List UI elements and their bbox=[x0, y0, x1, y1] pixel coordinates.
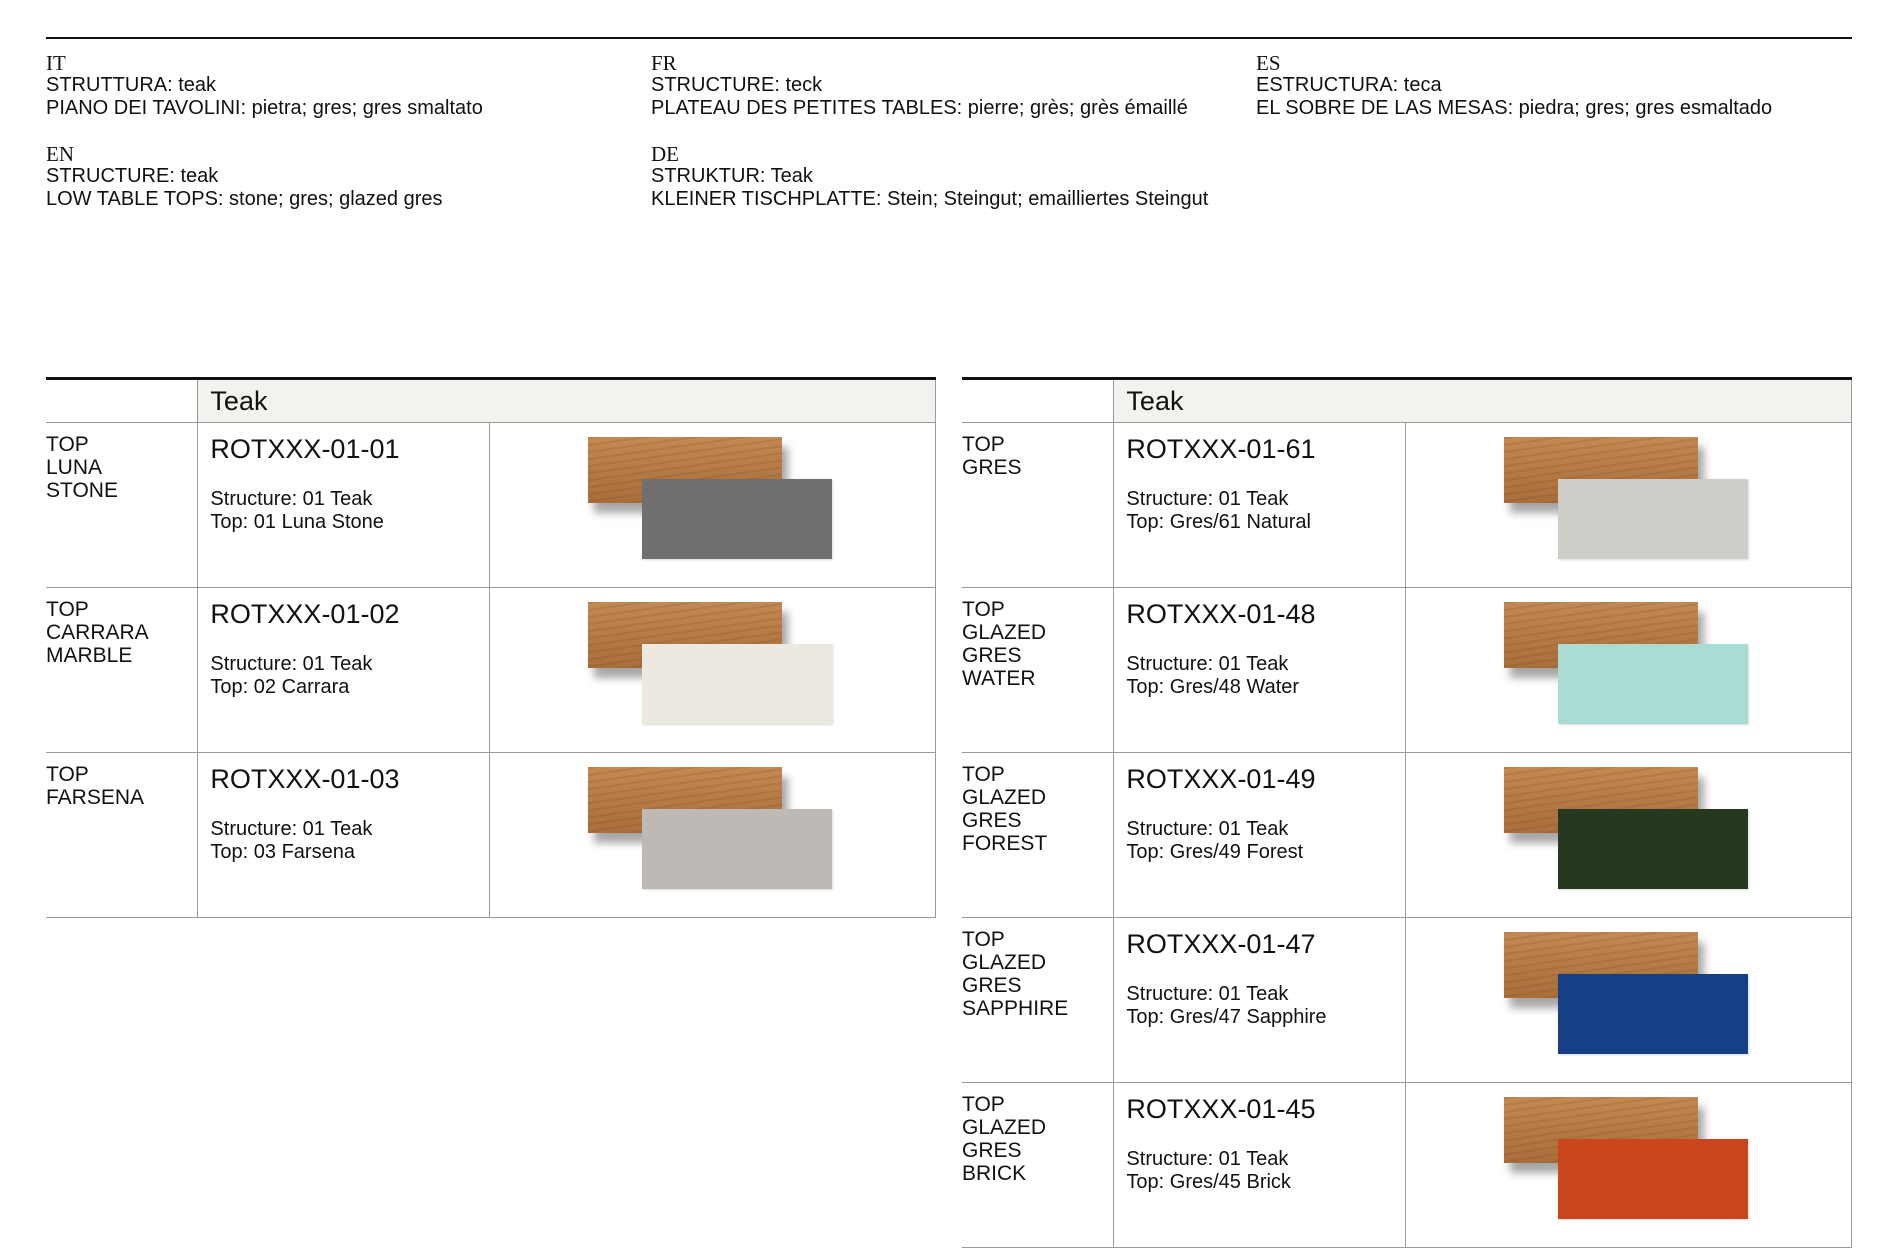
finish-label-line: GRES bbox=[962, 974, 1022, 997]
swatch-cell bbox=[1406, 753, 1852, 918]
top-material-swatch bbox=[1558, 974, 1748, 1054]
product-code-cell bbox=[1114, 588, 1406, 753]
product-spec bbox=[1126, 818, 1405, 864]
product-code: ROTXXX-01-47 bbox=[1126, 929, 1316, 959]
table-row bbox=[46, 423, 936, 588]
table-header-row bbox=[962, 379, 1852, 423]
top-spec: Top: 01 Luna Stone bbox=[210, 511, 384, 533]
top-spec: Top: Gres/45 Brick bbox=[1126, 1171, 1291, 1193]
product-code-cell bbox=[1114, 753, 1406, 918]
structure-spec: Structure: 01 Teak bbox=[1126, 1148, 1289, 1170]
finish-swatch bbox=[1504, 602, 1754, 732]
finish-label-line: SAPPHIRE bbox=[962, 997, 1069, 1020]
table-row bbox=[962, 1083, 1852, 1248]
product-code-cell bbox=[198, 753, 490, 918]
structure-spec: Structure: 01 Teak bbox=[1126, 653, 1289, 675]
table-row bbox=[46, 588, 936, 753]
product-spec bbox=[210, 818, 489, 864]
product-spec bbox=[1126, 653, 1405, 699]
top-material-swatch bbox=[1558, 644, 1748, 724]
finish-swatch bbox=[588, 602, 838, 732]
finish-label-line: FOREST bbox=[962, 832, 1048, 855]
product-code-cell bbox=[1114, 918, 1406, 1083]
product-spec bbox=[1126, 488, 1405, 534]
product-spec bbox=[210, 488, 489, 534]
product-code-cell bbox=[1114, 1083, 1406, 1248]
lang-line: PIANO DEI TAVOLINI: pietra; gres; gres smaltato bbox=[46, 97, 483, 119]
lang-line: KLEINER TISCHPLATTE: Stein; Steingut; emailliertes Steingut bbox=[651, 188, 1209, 210]
lang-line: ESTRUCTURA: teca bbox=[1256, 74, 1442, 96]
product-code: ROTXXX-01-45 bbox=[1126, 1094, 1316, 1124]
finish-label-cell bbox=[962, 423, 1114, 588]
finish-label-line: STONE bbox=[46, 479, 118, 502]
top-spec: Top: Gres/61 Natural bbox=[1126, 511, 1311, 533]
finish-label-line: TOP bbox=[46, 433, 89, 456]
product-code: ROTXXX-01-61 bbox=[1126, 434, 1316, 464]
product-code: ROTXXX-01-49 bbox=[1126, 764, 1316, 794]
structure-spec: Structure: 01 Teak bbox=[1126, 488, 1289, 510]
product-spec bbox=[1126, 983, 1405, 1029]
lang-line: PLATEAU DES PETITES TABLES: pierre; grès; grès émaillé bbox=[651, 97, 1188, 119]
top-rule bbox=[46, 37, 1852, 39]
finish-label-line: GLAZED bbox=[962, 621, 1047, 644]
finish-label-line: GRES bbox=[962, 809, 1022, 832]
top-spec: Top: Gres/47 Sapphire bbox=[1126, 1006, 1327, 1028]
finish-swatch bbox=[1504, 1097, 1754, 1227]
product-spec bbox=[1126, 1148, 1405, 1194]
lang-line: LOW TABLE TOPS: stone; gres; glazed gres bbox=[46, 188, 443, 210]
finish-table-right bbox=[962, 377, 1852, 1248]
lang-code: FR bbox=[651, 51, 677, 75]
lang-code: EN bbox=[46, 142, 74, 166]
table-row bbox=[962, 588, 1852, 753]
product-code-cell bbox=[198, 588, 490, 753]
table-header-label: Teak bbox=[198, 379, 936, 423]
swatch-cell bbox=[1406, 1083, 1852, 1248]
lang-line: STRUCTURE: teck bbox=[651, 74, 823, 96]
lang-line: STRUTTURA: teak bbox=[46, 74, 217, 96]
lang-code: DE bbox=[651, 142, 679, 166]
product-code: ROTXXX-01-01 bbox=[210, 434, 400, 464]
structure-spec: Structure: 01 Teak bbox=[210, 818, 373, 840]
product-code-cell bbox=[1114, 423, 1406, 588]
finish-swatch bbox=[588, 767, 838, 897]
product-code: ROTXXX-01-02 bbox=[210, 599, 400, 629]
table-row bbox=[46, 753, 936, 918]
finish-label-cell bbox=[46, 588, 198, 753]
finish-label-line: MARBLE bbox=[46, 644, 133, 667]
finish-label-cell bbox=[962, 918, 1114, 1083]
finish-label-line: TOP bbox=[962, 598, 1005, 621]
product-code-cell bbox=[198, 423, 490, 588]
lang-block-en bbox=[46, 143, 442, 211]
table-row bbox=[962, 753, 1852, 918]
finish-label-line: WATER bbox=[962, 667, 1036, 690]
lang-line: STRUCTURE: teak bbox=[46, 165, 219, 187]
table-row bbox=[962, 423, 1852, 588]
top-material-swatch bbox=[642, 644, 832, 724]
finish-label-line: GLAZED bbox=[962, 951, 1047, 974]
finish-label-cell bbox=[962, 1083, 1114, 1248]
top-spec: Top: 02 Carrara bbox=[210, 676, 350, 698]
lang-line: EL SOBRE DE LAS MESAS: piedra; gres; gres esmaltado bbox=[1256, 97, 1773, 119]
lang-code: ES bbox=[1256, 51, 1281, 75]
finish-label-cell bbox=[46, 423, 198, 588]
finish-label-line: LUNA bbox=[46, 456, 103, 479]
finish-label-line: GRES bbox=[962, 456, 1022, 479]
finish-label-line: GRES bbox=[962, 1139, 1022, 1162]
lang-code: IT bbox=[46, 51, 66, 75]
finish-label-line: TOP bbox=[46, 598, 89, 621]
swatch-cell bbox=[1406, 588, 1852, 753]
swatch-cell bbox=[490, 753, 936, 918]
lang-block-de bbox=[651, 143, 1208, 211]
finish-label-cell bbox=[962, 588, 1114, 753]
top-material-swatch bbox=[1558, 479, 1748, 559]
finish-table-left bbox=[46, 377, 936, 918]
finish-swatch bbox=[1504, 437, 1754, 567]
top-spec: Top: 03 Farsena bbox=[210, 841, 355, 863]
top-material-swatch bbox=[642, 479, 832, 559]
finish-label-line: FARSENA bbox=[46, 786, 145, 809]
structure-spec: Structure: 01 Teak bbox=[210, 488, 373, 510]
finish-label-line: GLAZED bbox=[962, 786, 1047, 809]
swatch-cell bbox=[1406, 423, 1852, 588]
finish-label-line: GLAZED bbox=[962, 1116, 1047, 1139]
finish-label-line: GRES bbox=[962, 644, 1022, 667]
finish-swatch bbox=[588, 437, 838, 567]
finish-swatch bbox=[1504, 932, 1754, 1062]
finish-label-line: TOP bbox=[46, 763, 89, 786]
top-spec: Top: Gres/48 Water bbox=[1126, 676, 1300, 698]
swatch-cell bbox=[1406, 918, 1852, 1083]
finish-label-cell bbox=[962, 753, 1114, 918]
finish-swatch bbox=[1504, 767, 1754, 897]
structure-spec: Structure: 01 Teak bbox=[1126, 983, 1289, 1005]
finish-label-line: BRICK bbox=[962, 1162, 1027, 1185]
structure-spec: Structure: 01 Teak bbox=[210, 653, 373, 675]
lang-block-fr bbox=[651, 52, 1188, 120]
table-row bbox=[962, 918, 1852, 1083]
swatch-cell bbox=[490, 588, 936, 753]
lang-block-it bbox=[46, 52, 483, 120]
swatch-cell bbox=[490, 423, 936, 588]
finish-label-line: CARRARA bbox=[46, 621, 149, 644]
product-code: ROTXXX-01-03 bbox=[210, 764, 400, 794]
header-empty-cell bbox=[962, 379, 1114, 423]
table-header-row bbox=[46, 379, 936, 423]
top-spec: Top: Gres/49 Forest bbox=[1126, 841, 1304, 863]
finish-label-cell bbox=[46, 753, 198, 918]
finish-label-line: TOP bbox=[962, 763, 1005, 786]
top-material-swatch bbox=[642, 809, 832, 889]
table-header-label: Teak bbox=[1114, 379, 1852, 423]
finish-label-line: TOP bbox=[962, 928, 1005, 951]
top-material-swatch bbox=[1558, 1139, 1748, 1219]
top-material-swatch bbox=[1558, 809, 1748, 889]
lang-line: STRUKTUR: Teak bbox=[651, 165, 813, 187]
product-code: ROTXXX-01-48 bbox=[1126, 599, 1316, 629]
product-spec bbox=[210, 653, 489, 699]
finish-label-line: TOP bbox=[962, 433, 1005, 456]
lang-block-es bbox=[1256, 52, 1772, 120]
header-empty-cell bbox=[46, 379, 198, 423]
finish-label-line: TOP bbox=[962, 1093, 1005, 1116]
structure-spec: Structure: 01 Teak bbox=[1126, 818, 1289, 840]
